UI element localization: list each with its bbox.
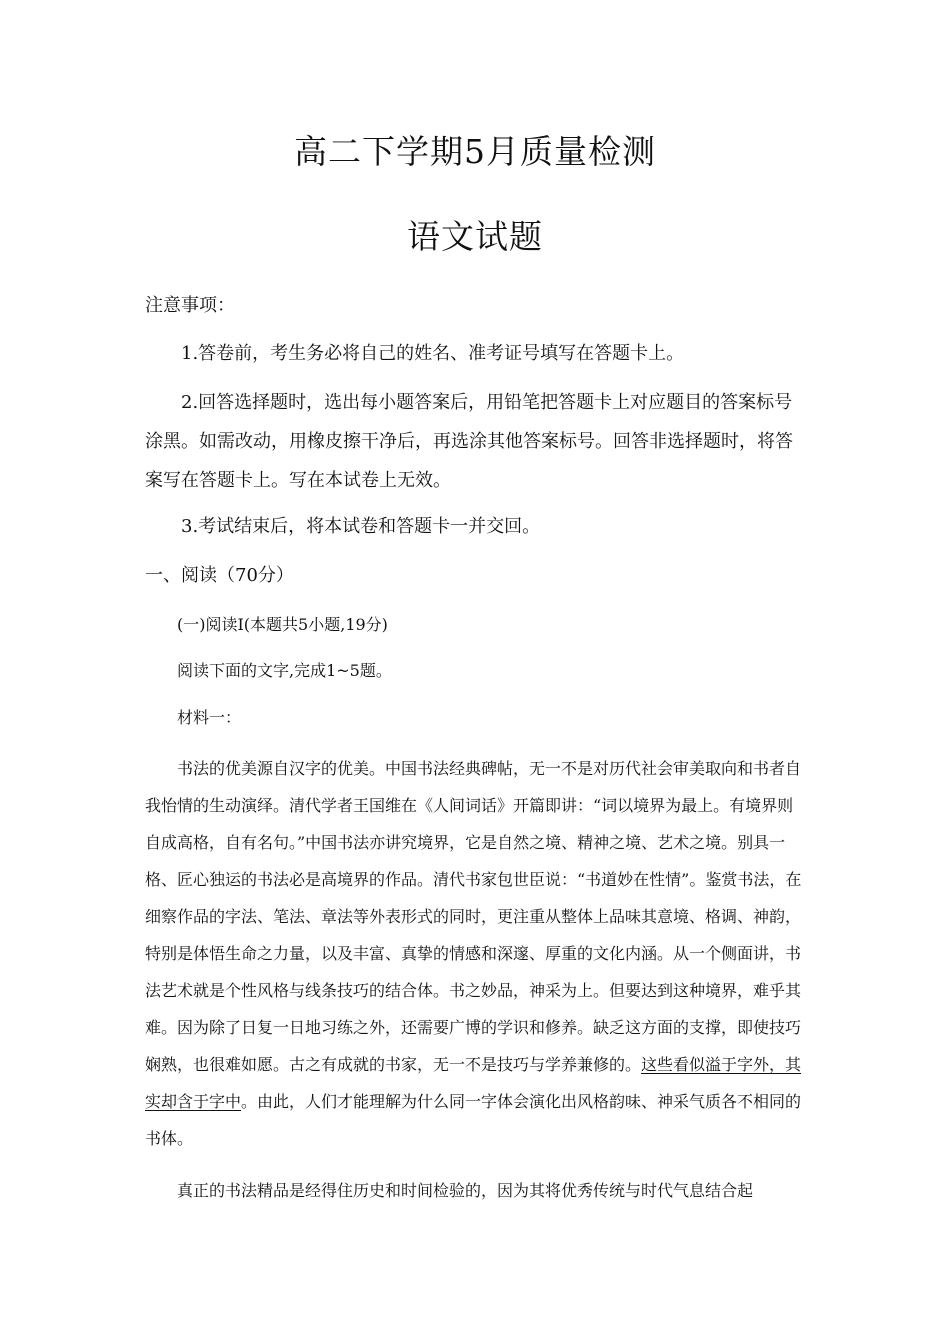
passage-paragraph-2: 真正的书法精品是经得住历史和时间检验的，因为其将优秀传统与时代气息结合起	[177, 1181, 754, 1200]
underlined-sentence: 这些看似溢于字外，其实却含于字中	[145, 1055, 802, 1111]
passage-paragraph-1	[145, 750, 807, 1157]
notice-item-2: 2.回答选择题时，选出每小题答案后，用铅笔把答题卡上对应题目的答案标号涂黑。如需改动，用橡皮擦干净后，再选涂其他答案标号。回答非选择题时，将答案写在答题卡上。写在本试卷上无效。	[145, 392, 793, 491]
material-label: 材料一：	[177, 708, 242, 727]
passage-text: 。由此，人们才能理解为什么同一字体会演化出风格韵味、神采气质各不相同的书体。	[145, 1092, 802, 1148]
exam-subtitle: 语文试题	[407, 217, 543, 256]
reading-instruction: 阅读下面的文字,完成1~5题。	[177, 661, 392, 680]
notice-item-3: 3.考试结束后，将本试卷和答题卡一并交回。	[181, 516, 541, 537]
passage-text: 书法的优美源自汉字的优美。中国书法经典碑帖，无一不是对历代社会审美取向和书者自我怡情的生动演绎。清代学者王国维在《人间词话》开篇即讲：“词以境界为最上。有境界则自成高格，自有名句。”中国书法亦讲究境界，它是自然之境、精神之境、艺术之境。别具一格、匠心独运的书法必是高境界的作品。清代书家包世臣说：“书道妙在性情”。鉴赏书法，在细察作品的字法、笔法、章法等外表形式的同时，更注重从整体上品味其意境、格调、神韵，特别是体悟生命之力量，以及丰富、真挚的情感和深邃、厚重的文化内涵。从一个侧面讲，书法艺术就是个性风格与线条技巧的结合体。书之妙品，神采为上。但要达到这种境界，难乎其难。因为除了日复一日地习练之外，还需要广博的学识和修养。缺乏这方面的支撑，即使技巧娴熟，也很难如愿。古之有成就的书家，无一不是技巧与学养兼修的。	[145, 759, 802, 1074]
exam-title: 高二下学期5月质量检测	[294, 132, 656, 171]
notice-item-1: 1.答卷前，考生务必将自己的姓名、准考证号填写在答题卡上。	[181, 343, 685, 364]
notice-heading: 注意事项：	[145, 295, 235, 316]
section-heading: 一、阅读（70分）	[145, 565, 294, 586]
part-heading: (一)阅读I(本题共5小题,19分)	[177, 615, 388, 634]
